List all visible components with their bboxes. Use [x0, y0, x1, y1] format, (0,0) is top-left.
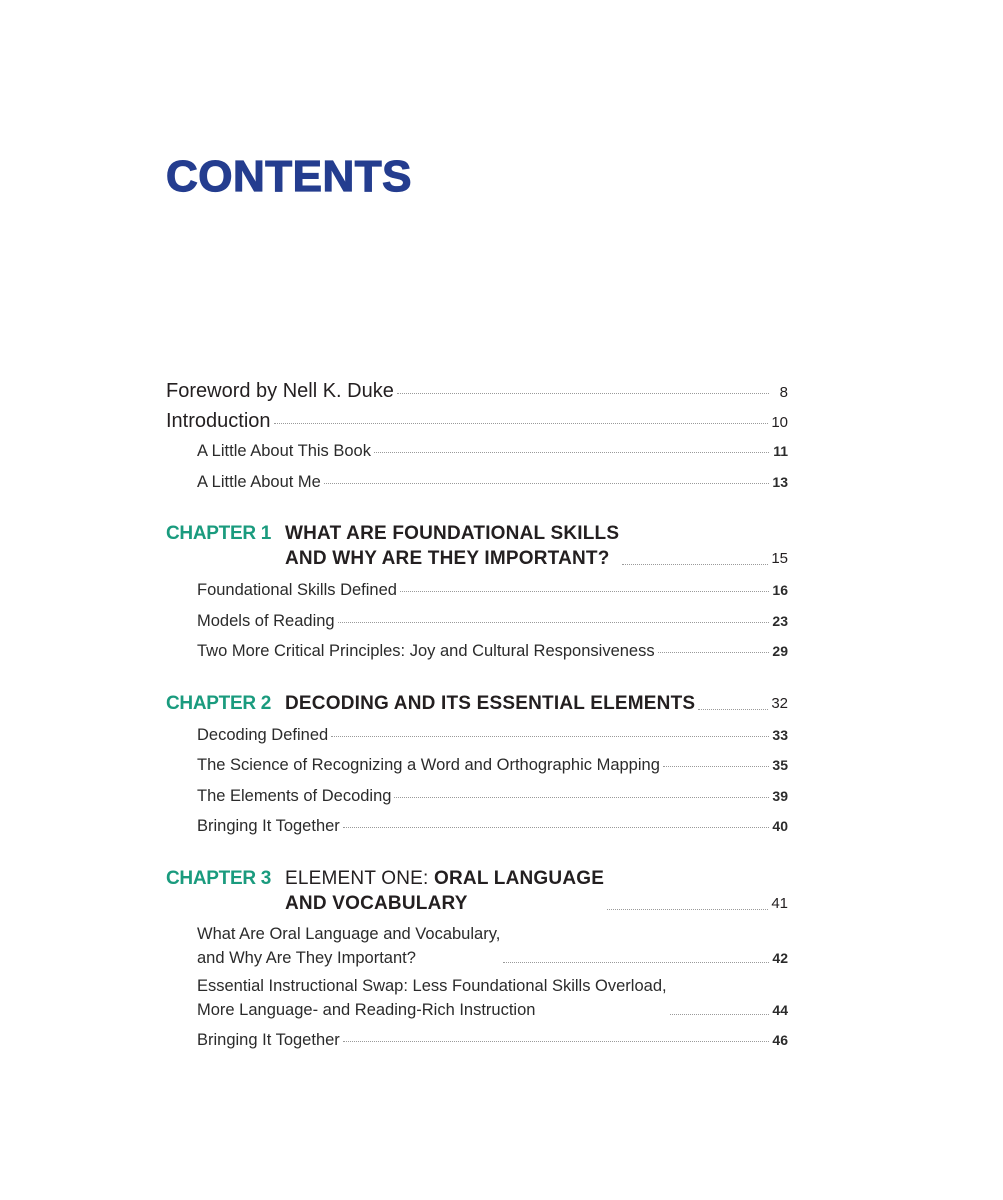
- chapter-title-line: [285, 866, 604, 891]
- toc-chapter-1[interactable]: [166, 521, 788, 571]
- toc-entry-label: A Little About Me: [197, 472, 321, 491]
- chapter-title-line: DECODING AND ITS ESSENTIAL ELEMENTS: [285, 692, 696, 714]
- chapter-number-label: CHAPTER 3: [166, 867, 271, 889]
- toc-entry-label: The Science of Recognizing a Word and Orthographic Mapping: [197, 756, 660, 774]
- chapter-title: [285, 691, 695, 716]
- toc-chapter-3[interactable]: [166, 866, 788, 916]
- toc-page-number: 15: [771, 550, 788, 567]
- toc-page-number: 33: [772, 726, 788, 743]
- toc-page-number: 11: [773, 443, 788, 459]
- toc-page-number: 8: [779, 384, 788, 401]
- dot-leader: [400, 591, 769, 592]
- toc-entry-section[interactable]: [166, 1025, 788, 1056]
- toc-entry-section[interactable]: [166, 750, 788, 781]
- toc-entry-section[interactable]: [166, 781, 788, 812]
- toc-page-number: 40: [772, 818, 788, 834]
- toc-page-number: 44: [772, 1001, 788, 1018]
- dot-leader: [374, 452, 769, 453]
- toc-entry-section[interactable]: [166, 606, 788, 637]
- toc-entry-label-line: More Language- and Reading-Rich Instruction: [197, 1000, 536, 1019]
- toc-entry-section[interactable]: [166, 974, 788, 1022]
- toc-page-number: 35: [772, 757, 788, 773]
- toc-entry-label: A Little About This Book: [197, 442, 371, 460]
- chapter-title-prefix: ELEMENT ONE:: [285, 867, 435, 889]
- toc-entry-label: Two More Critical Principles: Joy and Cultural Responsiveness: [197, 642, 655, 660]
- dot-leader: [343, 827, 769, 828]
- toc-entry-section[interactable]: [166, 636, 788, 667]
- toc-entry-label: Foundational Skills Defined: [197, 581, 397, 599]
- chapter-title-main: ORAL LANGUAGE: [434, 867, 605, 889]
- chapter-title: [285, 866, 604, 916]
- chapter-title-line: AND VOCABULARY: [285, 892, 468, 914]
- dot-leader: [622, 564, 768, 565]
- toc-entry-section[interactable]: [166, 720, 788, 751]
- toc-entry-label: Bringing It Together: [197, 1030, 340, 1049]
- dot-leader: [658, 652, 769, 653]
- chapter-number-label: CHAPTER 1: [166, 523, 271, 544]
- toc-entry-label: Decoding Defined: [197, 725, 329, 744]
- toc-entry-label: Models of Reading: [197, 611, 335, 630]
- toc-entry-section[interactable]: [166, 811, 788, 842]
- dot-leader: [670, 1014, 769, 1015]
- dot-leader: [607, 909, 768, 910]
- dot-leader: [698, 709, 768, 710]
- toc-entry-section[interactable]: [166, 922, 788, 970]
- chapter-title-line: WHAT ARE FOUNDATIONAL SKILLS: [285, 523, 620, 544]
- toc-entry-label-line: What Are Oral Language and Vocabulary,: [197, 924, 501, 943]
- toc-page-number: 10: [771, 414, 788, 431]
- toc-page-number: 23: [772, 612, 788, 629]
- chapter-title-line: AND WHY ARE THEY IMPORTANT?: [285, 548, 610, 569]
- dot-leader: [503, 962, 769, 963]
- dot-leader: [338, 622, 769, 623]
- toc-entry-label-line: and Why Are They Important?: [197, 948, 416, 967]
- toc-page-number: 29: [772, 643, 788, 659]
- dot-leader: [274, 423, 769, 424]
- dot-leader: [343, 1041, 769, 1042]
- toc-entry-label-line: Essential Instructional Swap: Less Foundational Skills Overload,: [197, 976, 667, 995]
- dot-leader: [394, 797, 769, 798]
- toc-page-number: 39: [772, 787, 788, 804]
- toc-entry-foreword[interactable]: [166, 376, 788, 406]
- toc-entry-label: [197, 974, 667, 1022]
- toc-entry-label: Introduction: [166, 410, 271, 432]
- toc-entry-section[interactable]: [166, 436, 788, 467]
- toc-entry-label: The Elements of Decoding: [197, 786, 392, 805]
- toc-entry-label: [197, 922, 500, 970]
- toc-page-number: 32: [771, 694, 788, 712]
- toc-chapter-2[interactable]: [166, 691, 788, 716]
- toc-entry-section[interactable]: [166, 467, 788, 498]
- dot-leader: [331, 736, 769, 737]
- chapter-number-label: CHAPTER 2: [166, 692, 271, 714]
- dot-leader: [663, 766, 769, 767]
- toc-entry-label: Foreword by Nell K. Duke: [166, 380, 394, 402]
- table-of-contents: [166, 376, 788, 1055]
- toc-page-number: 46: [772, 1031, 788, 1048]
- toc-page-number: 13: [772, 473, 788, 490]
- dot-leader: [324, 483, 769, 484]
- toc-entry-introduction[interactable]: [166, 406, 788, 436]
- toc-page-number: 16: [772, 582, 788, 598]
- toc-page-number: 41: [771, 894, 788, 912]
- page-title: CONTENTS: [166, 152, 412, 201]
- toc-entry-section[interactable]: [166, 575, 788, 606]
- chapter-title: [285, 521, 619, 571]
- dot-leader: [397, 393, 769, 394]
- toc-page-number: 42: [772, 949, 788, 966]
- toc-entry-label: Bringing It Together: [197, 817, 340, 835]
